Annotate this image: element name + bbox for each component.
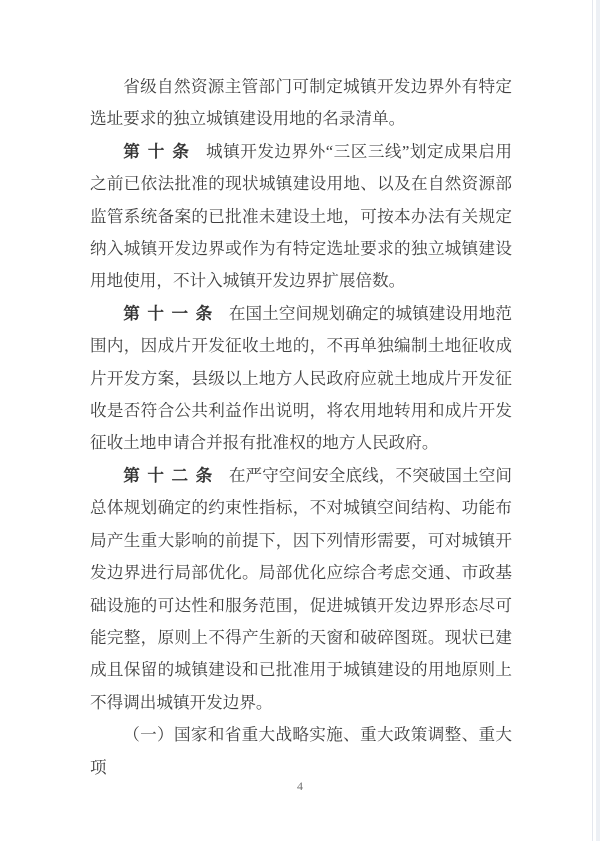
article-number-11: 第十一条 — [123, 303, 220, 323]
paragraph-text: 在严守空间安全底线，不突破国土空间总体规划确定的约束性指标，不对城镇空间结构、功能布局产生重大影响的前提下，因下列情形需要，可对城镇开发边界进行局部优化。局部优化应综合考虑交通、市政基础设施的可达性和服务范围，促进城镇开发边界形态尽可能完整，原则上不得产生新的天窗和破碎图斑。现状已建成且保留的城镇建设和已批准用于城镇建设的用地原则上不得调出城镇开发边界。 — [90, 465, 512, 712]
document-body — [90, 71, 512, 784]
article-number-10: 第十条 — [123, 141, 197, 161]
page-number: 4 — [297, 779, 303, 793]
paragraph-article-10 — [90, 136, 512, 298]
paragraph-continuation — [90, 71, 512, 136]
paragraph-text: 城镇开发边界外“三区三线”划定成果启用之前已依法批准的现状城镇建设用地、以及在自然资源部监管系统备案的已批准未建设土地，可按本办法有关规定纳入城镇开发边界或作为有特定选址要求的独立城镇建设用地使用，不计入城镇开发边界扩展倍数。 — [90, 141, 512, 291]
page-edge-line — [592, 0, 593, 841]
paragraph-list-item-1 — [90, 719, 512, 784]
paragraph-text: 省级自然资源主管部门可制定城镇开发边界外有特定选址要求的独立城镇建设用地的名录清单。 — [90, 77, 512, 129]
paragraph-article-11 — [90, 298, 512, 460]
paragraph-text: 在国土空间规划确定的城镇建设用地范围内，因成片开发征收土地的，不再单独编制土地征收成片开发方案，县级以上地方人民政府应就土地成片开发征收是否符合公共利益作出说明，将农用地转用和成片开发征收土地申请合并报有批准权的地方人民政府。 — [90, 303, 512, 453]
article-number-12: 第十二条 — [123, 465, 220, 485]
paragraph-article-12 — [90, 460, 512, 719]
page-edge-shadow — [596, 0, 600, 841]
paragraph-text: （一）国家和省重大战略实施、重大政策调整、重大项 — [90, 725, 512, 777]
